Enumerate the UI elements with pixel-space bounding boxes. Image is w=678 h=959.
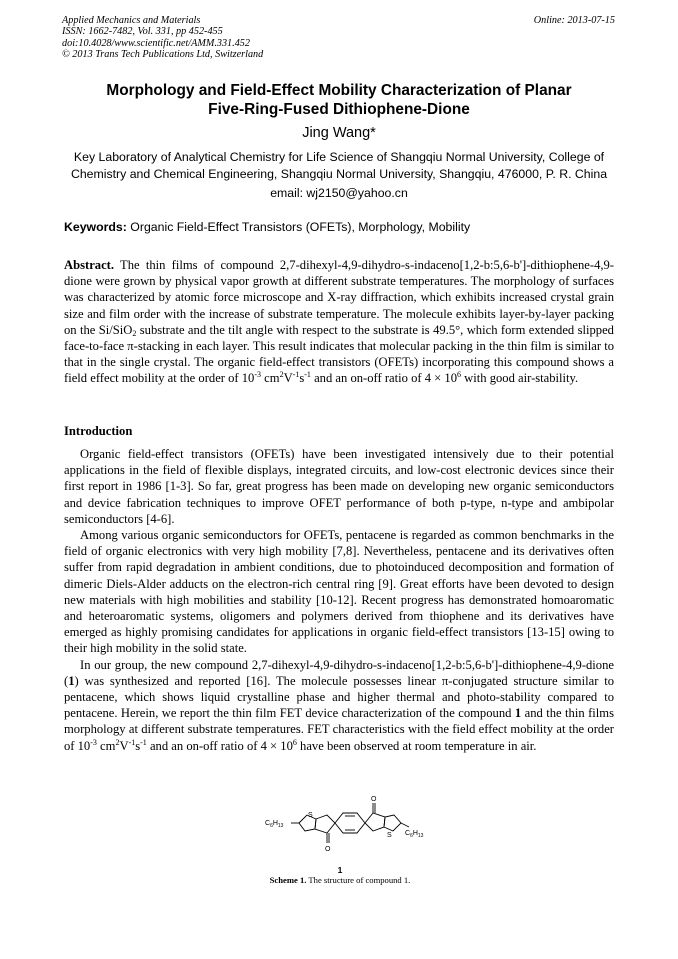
intro-text: In our group, the new compound 2,7-dihexyl-4,9-dihydro-s-indaceno[1,2-b:5,6-b']-dithiophene-4,9-dione (	[64, 657, 614, 688]
sulfur-label-right: S	[387, 832, 392, 839]
scheme-caption	[240, 865, 440, 885]
online-date: Online: 2013-07-15	[533, 15, 615, 26]
journal-header	[62, 15, 263, 61]
abstract-text: V	[283, 371, 293, 386]
keywords-label: Keywords:	[64, 220, 127, 234]
intro-text: ) was synthesized and reported [16]. The molecule possesses linear π-conjugated structure similar to pentacene, which shows liquid crystalline phase and higher thermal and photo-stability compared to pentacene. Herein, we report the thin film FET device characterization of the compound	[64, 673, 614, 721]
intro-text: have been observed at room temperature in air.	[296, 738, 537, 753]
intro-sup: 2	[115, 737, 120, 747]
right-thiophene-ring	[384, 815, 401, 831]
title-line-2: Five-Ring-Fused Dithiophene-Dione	[208, 100, 470, 118]
hexyl-right-label: $C_6H_{13}$	[405, 830, 424, 839]
intro-sup: -1	[128, 737, 136, 747]
intro-paragraph-3	[64, 657, 614, 754]
abstract-text: s	[299, 371, 305, 386]
abstract-sup: -1	[304, 370, 311, 380]
abstract-text: cm	[261, 371, 280, 386]
keywords	[64, 219, 624, 235]
caption-label: Scheme 1.	[269, 875, 307, 885]
sulfur-label-left: S	[308, 812, 313, 819]
abstract-text: substrate and the tilt angle with respect to the substrate is 49.5°, which form extended slipped face-to-face π-stacking in each layer. This result indicates that molecular packing in the thin film is similar to that in the single crystal. The organic field-effect transistors (OFETs) incorporating this compound shows a field effect mobility at the order of 10	[64, 322, 614, 386]
intro-sup: -1	[140, 737, 147, 747]
compound-ref: 1	[514, 706, 522, 721]
affiliation: Key Laboratory of Analytical Chemistry for Life Science of Shangqiu Normal University, College of Chemistry and Chemical Engineering, Shangqiu Normal University, Shangqiu, 476000, P. R. China	[70, 150, 608, 181]
abstract-paragraph	[64, 257, 614, 387]
abstract-sub: 2	[132, 328, 137, 338]
compound-structure-diagram	[263, 793, 433, 855]
right-cyclopentanone-ring	[365, 813, 385, 831]
section-heading-introduction: Introduction	[64, 424, 133, 438]
intro-sup: -3	[90, 737, 97, 747]
keywords-text: Organic Field-Effect Transistors (OFETs), Morphology, Mobility	[130, 220, 471, 234]
intro-text: V	[119, 738, 129, 753]
title-line-1: Morphology and Field-Effect Mobility Characterization of Planar	[106, 82, 572, 99]
abstract-sup: 2	[279, 370, 284, 380]
abstract-text: with good air-stability.	[461, 371, 579, 386]
issn-line: ISSN: 1662-7482, Vol. 331, pp 452-455	[62, 26, 223, 38]
abstract-sup: -1	[292, 370, 300, 380]
intro-paragraph-2: Among various organic semiconductors for OFETs, pentacene is regarded as common benchmarks in the field of organic electronics with very high mobility [7,8]. Nevertheless, pentacene and its derivatives often suffer from rapid degradation in ambient conditions, due to photoinduced decomposition and formation of dimeric Diels-Alder adducts on the electron-rich central ring [9]. Great efforts have been devoted to design new materials with high mobilities and stability [10-12]. Recent progress has demonstrated homoaromatic and heteroaromatic systems, oligomers and polymers derived from thiophene and its derivatives have emerged as highly promising candidates for applications in organic field-effect transistors [13-15] owing to their high mobility in the solid state.	[64, 528, 614, 656]
abstract-sup: -3	[254, 370, 262, 380]
author-name: Jing Wang*	[302, 125, 376, 141]
caption-text: The structure of compound 1.	[308, 875, 411, 885]
left-cyclopentanone-ring	[315, 815, 335, 833]
oxygen-label-top: O	[371, 796, 377, 803]
abstract-text: The thin films of compound 2,7-dihexyl-4,9-dihydro-s-indaceno[1,2-b:5,6-b']-dithiophene-4,9-dione were grown by physical vapor growth at different substrate temperatures. The morphology of surfaces was characterized by atomic force microscope and X-ray diffraction, which exhibits increased crystal grain size and film order with the increase of substrate temperature. The molecule exhibits layer-by-layer packing on the Si/SiO	[64, 258, 615, 337]
intro-sup: 6	[292, 737, 297, 747]
compound-number: 1	[337, 865, 343, 875]
paper-title	[60, 82, 618, 119]
doi-line: doi:10.4028/www.scientific.net/AMM.331.452	[62, 37, 250, 49]
compound-ref: 1	[68, 673, 75, 688]
intro-paragraph-1: Organic field-effect transistors (OFETs) have been investigated intensively due to their potential applications in the field of flexible displays, integrated circuits, and low-cost electronic devices since their first report in 1986 [1-3]. So far, great progress has been made on developing new organic semiconductors and device fabrication techniques to improve OFET performance of both p-type, n-type and ambipolar semiconductors [4-6].	[64, 447, 614, 526]
intro-text: cm	[96, 738, 116, 753]
intro-text: s	[135, 738, 141, 753]
intro-text: and the thin films morphology at different substrate temperatures. FET characteristics with the field effect mobility at the order of 10	[64, 706, 614, 753]
oxygen-label-bottom: O	[325, 846, 331, 853]
abstract-text: and an on-off ratio of 4 × 10	[310, 371, 458, 386]
journal-name: Applied Mechanics and Materials	[62, 15, 201, 26]
abstract-sup: 6	[457, 370, 462, 380]
intro-text: and an on-off ratio of 4 × 10	[146, 738, 293, 753]
abstract-label: Abstract.	[64, 258, 115, 272]
introduction-body	[64, 446, 614, 754]
hexyl-left-label: $C_6H_{13}$	[265, 820, 284, 829]
copyright-line: © 2013 Trans Tech Publications Ltd, Switzerland	[62, 49, 264, 61]
author-email: email: wj2150@yahoo.cn	[270, 186, 408, 200]
